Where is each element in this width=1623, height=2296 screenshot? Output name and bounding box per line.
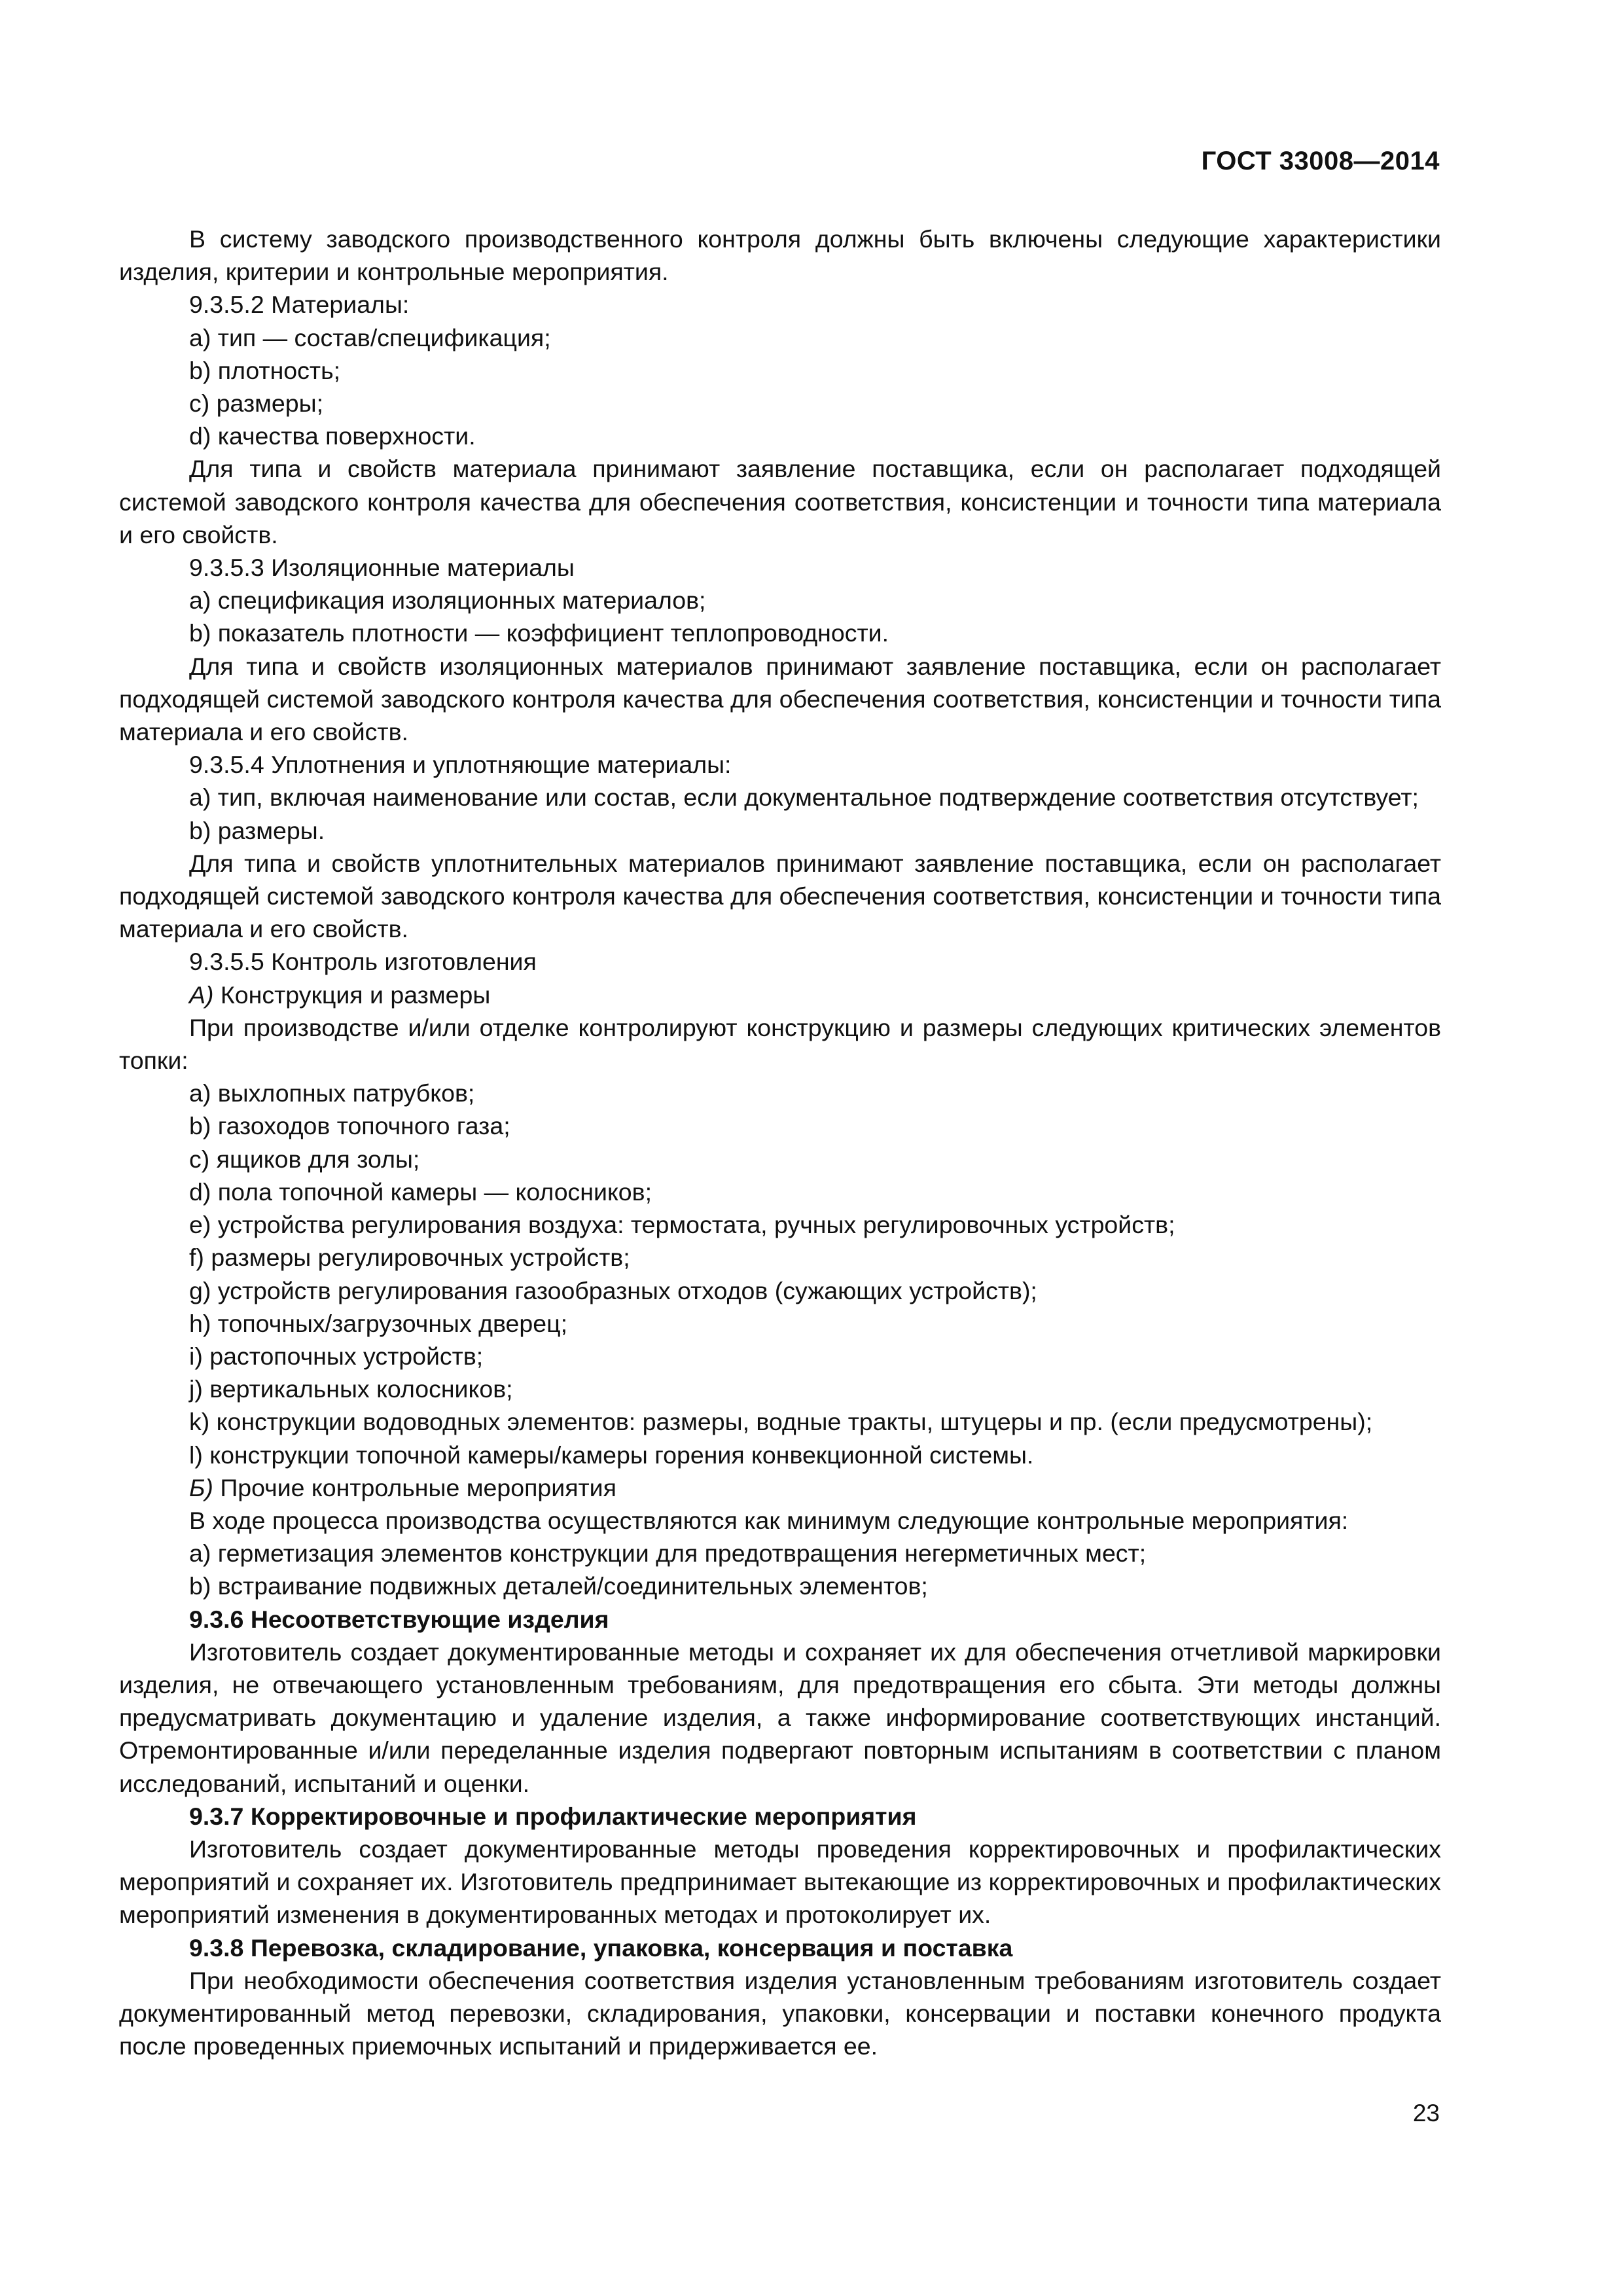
list-item: b) размеры.: [189, 816, 325, 844]
list-item: k) конструкции водоводных элементов: размеры, водные тракты, штуцеры и пр. (если предусмотрены);: [189, 1408, 1373, 1436]
body-paragraph: При производстве и/или отделке контролируют конструкцию и размеры следующих критических элементов топки:: [119, 1013, 1441, 1075]
section-heading: 9.3.6 Несоответствующие изделия: [189, 1605, 609, 1633]
list-item: j) вертикальных колосников;: [189, 1375, 513, 1403]
body-paragraph: Для типа и свойств изоляционных материалов принимают заявление поставщика, если он располагает подходящей системой заводского контроля качества для обеспечения соответствия, консистенции и точности типа материала и его свойств.: [119, 652, 1441, 746]
section-heading: 9.3.8 Перевозка, складирование, упаковка, консервация и поставка: [189, 1933, 1013, 1962]
body-paragraph: При необходимости обеспечения соответствия изделия установленным требованиям изготовитель создает документированный метод перевозки, складирования, упаковки, консервации и поставки конечного продукта после проведенных приемочных испытаний и придерживается ее.: [119, 1966, 1441, 2060]
list-item: d) качества поверхности.: [189, 422, 476, 450]
list-item: b) газоходов топочного газа;: [189, 1112, 510, 1140]
body-paragraph: a) тип, включая наименование или состав, если документальное подтверждение соответствия отсутствует;: [189, 783, 1419, 812]
list-item: В ходе процесса производства осуществляются как минимум следующие контрольные мероприятия:: [189, 1506, 1349, 1534]
subsection-letter: А): [189, 980, 214, 1009]
body-paragraph: Изготовитель создает документированные методы проведения корректировочных и профилактических мероприятий и сохраняет их. Изготовитель предпринимает вытекающие из корректировочных и профилактических мероприятий изменения в документированных методах и протоколирует их.: [119, 1835, 1441, 1929]
subsection-title: [119, 978, 1441, 1011]
list-item: a) выхлопных патрубков;: [189, 1079, 475, 1107]
subsection-title: [119, 1471, 1441, 1504]
list-item: e) устройства регулирования воздуха: термостата, ручных регулировочных устройств;: [189, 1211, 1175, 1239]
subsection-letter: Б): [189, 1473, 213, 1501]
list-item: g) устройств регулирования газообразных отходов (сужающих устройств);: [189, 1276, 1037, 1304]
subsection-text: Конструкция и размеры: [213, 980, 491, 1009]
list-item: 9.3.5.5 Контроль изготовления: [189, 948, 537, 976]
list-item: 9.3.5.4 Уплотнения и уплотняющие материалы:: [189, 751, 732, 779]
list-item: c) ящиков для золы;: [189, 1145, 420, 1173]
page-number: 23: [1412, 2100, 1440, 2126]
section-heading: 9.3.7 Корректировочные и профилактические мероприятия: [189, 1802, 917, 1830]
list-item: c) размеры;: [189, 389, 324, 418]
list-item: a) спецификация изоляционных материалов;: [189, 586, 706, 615]
list-item: b) показатель плотности — коэффициент теплопроводности.: [189, 619, 889, 647]
list-item: 9.3.5.2 Материалы:: [189, 291, 410, 319]
document-body: [119, 223, 1441, 2062]
body-paragraph: Для типа и свойств материала принимают заявление поставщика, если он располагает подходящей системой заводского контроля качества для обеспечения соответствия, консистенции и точности типа материала и его свойств.: [119, 455, 1441, 548]
body-paragraph: В систему заводского производственного контроля должны быть включены следующие характеристики изделия, критерии и контрольные мероприятия.: [119, 225, 1441, 286]
list-item: i) растопочных устройств;: [189, 1342, 484, 1370]
list-item: b) встраивание подвижных деталей/соединительных элементов;: [189, 1572, 928, 1600]
list-item: f) размеры регулировочных устройств;: [189, 1244, 630, 1272]
list-item: a) герметизация элементов конструкции для предотвращения негерметичных мест;: [189, 1539, 1147, 1568]
list-item: d) пола топочной камеры — колосников;: [189, 1177, 652, 1206]
list-item: h) топочных/загрузочных дверец;: [189, 1309, 568, 1337]
list-item: b) плотность;: [189, 356, 341, 384]
body-paragraph: Для типа и свойств уплотнительных материалов принимают заявление поставщика, если он располагает подходящей системой заводского контроля качества для обеспечения соответствия, консистенции и точности типа материала и его свойств.: [119, 849, 1441, 943]
body-paragraph: Изготовитель создает документированные методы и сохраняет их для обеспечения отчетливой маркировки изделия, не отвечающего установленным требованиям, для предотвращения его сбыта. Эти методы должны предусматривать документацию и удаление изделия, а также информирование соответствующих инстанций. Отремонтированные и/или переделанные изделия подвергают повторным испытаниям в соответствии с планом исследований, испытаний и оценки.: [119, 1638, 1441, 1797]
list-item: a) тип — состав/спецификация;: [189, 323, 551, 351]
list-item: 9.3.5.3 Изоляционные материалы: [189, 554, 575, 582]
subsection-text: Прочие контрольные мероприятия: [213, 1473, 616, 1501]
standard-header: ГОСТ 33008—2014: [1201, 147, 1440, 175]
list-item: l) конструкции топочной камеры/камеры горения конвекционной системы.: [189, 1441, 1034, 1469]
